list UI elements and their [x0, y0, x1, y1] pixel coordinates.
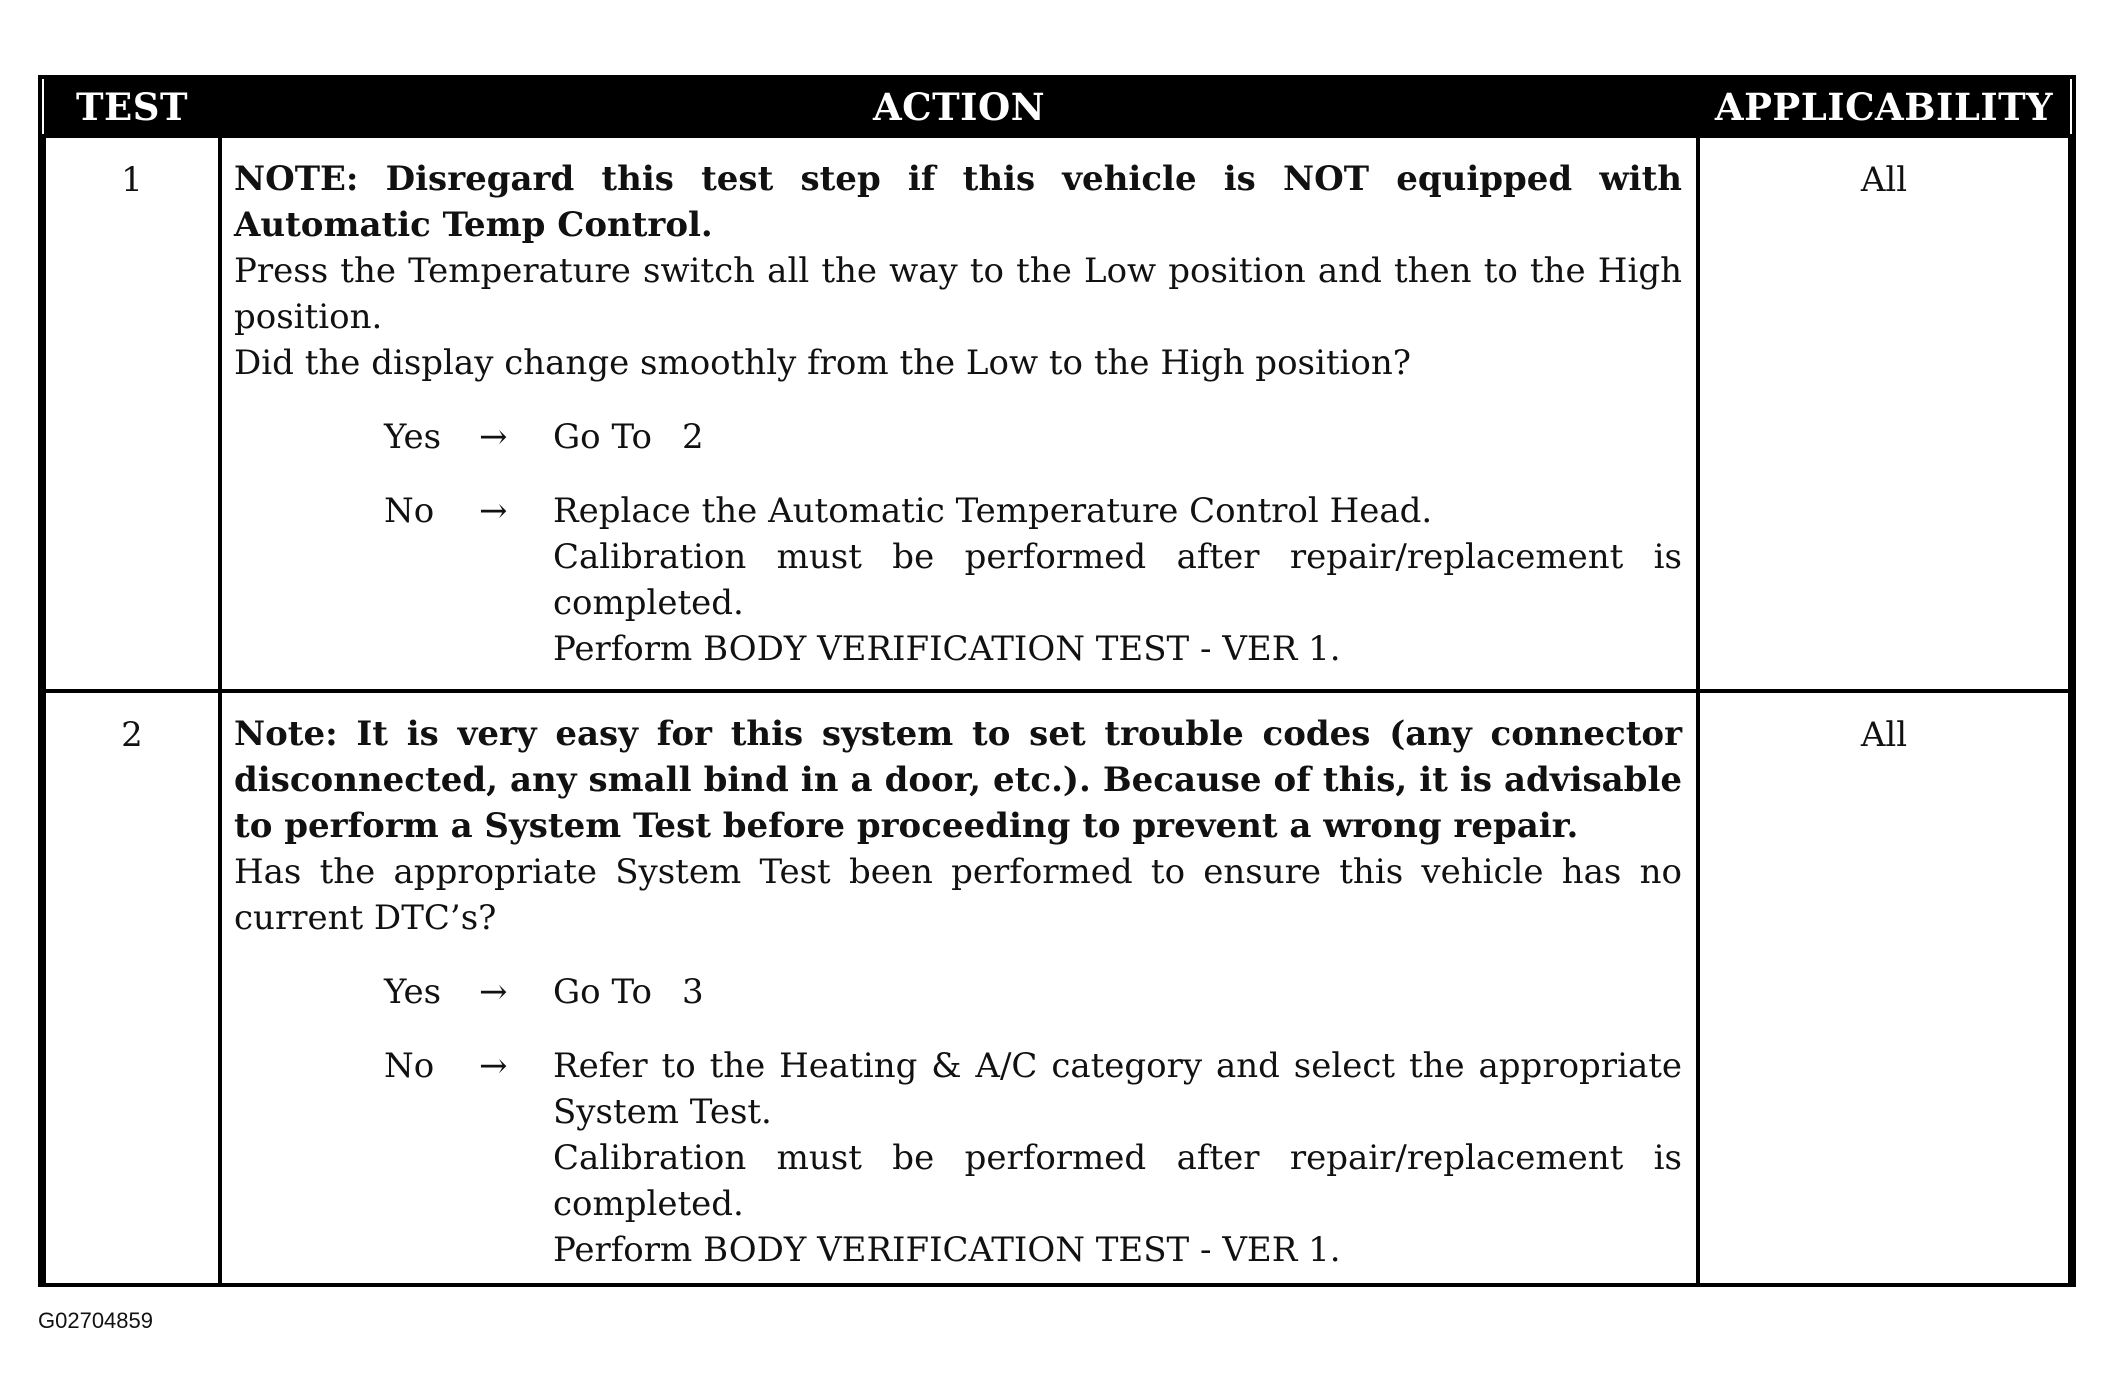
no-line: Perform BODY VERIFICATION TEST - VER 1.	[553, 629, 1341, 669]
no-branch	[234, 488, 1682, 672]
no-branch	[234, 1043, 1682, 1273]
header-action: ACTION	[220, 79, 1698, 136]
arrow-right-icon: →	[479, 491, 508, 531]
diagnostic-table	[38, 75, 2076, 1287]
goto-target: 3	[681, 972, 704, 1012]
question-text: Has the appropriate System Test been performed to ensure this vehicle has no current DTC’s?	[234, 852, 1682, 938]
test-number: 2	[44, 691, 220, 1285]
header-applicability: APPLICABILITY	[1698, 79, 2070, 136]
yes-label: Yes	[384, 972, 442, 1012]
no-line: Perform BODY VERIFICATION TEST - VER 1.	[553, 1230, 1341, 1270]
no-result	[553, 1043, 1682, 1273]
header-row	[44, 79, 2070, 136]
action-cell	[220, 136, 1698, 691]
arrow-right-icon: →	[479, 417, 508, 457]
applicability-cell: All	[1698, 691, 2070, 1285]
yes-result	[553, 969, 1682, 1015]
note-text: NOTE: Disregard this test step if this vehicle is NOT equipped with Automatic Temp Control.	[234, 159, 1682, 245]
note-text: Note: It is very easy for this system to set trouble codes (any connector disconnected, any small bind in a door, etc.). Because of this, it is advisable to perform a System Test before proceeding to prevent a wrong repair.	[234, 714, 1682, 846]
yes-result	[553, 414, 1682, 460]
figure-code: G02704859	[38, 1308, 153, 1333]
arrow-right-icon: →	[479, 1046, 508, 1086]
applicability-cell: All	[1698, 136, 2070, 691]
test-table	[42, 79, 2072, 1287]
action-cell	[220, 691, 1698, 1285]
table-row	[44, 136, 2070, 691]
no-line: Calibration must be performed after repair/replacement is completed.	[553, 537, 1682, 623]
test-number: 1	[44, 136, 220, 691]
arrow-right-icon: →	[479, 972, 508, 1012]
no-line: Calibration must be performed after repair/replacement is completed.	[553, 1138, 1682, 1224]
no-label: No	[384, 491, 435, 531]
yes-label: Yes	[384, 417, 442, 457]
no-line: Replace the Automatic Temperature Control Head.	[553, 491, 1433, 531]
goto-target: 2	[681, 417, 704, 457]
yes-branch	[234, 969, 1682, 1015]
table-row	[44, 691, 2070, 1285]
header-test: TEST	[44, 79, 220, 136]
question-text: Did the display change smoothly from the Low to the High position?	[234, 343, 1412, 383]
yes-branch	[234, 414, 1682, 460]
instruction-text: Press the Temperature switch all the way to the Low position and then to the High position.	[234, 251, 1682, 337]
no-result	[553, 488, 1682, 672]
no-label: No	[384, 1046, 435, 1086]
goto-text: Go To	[553, 417, 652, 457]
goto-text: Go To	[553, 972, 652, 1012]
no-line: Refer to the Heating & A/C category and select the appropriate System Test.	[553, 1046, 1682, 1132]
